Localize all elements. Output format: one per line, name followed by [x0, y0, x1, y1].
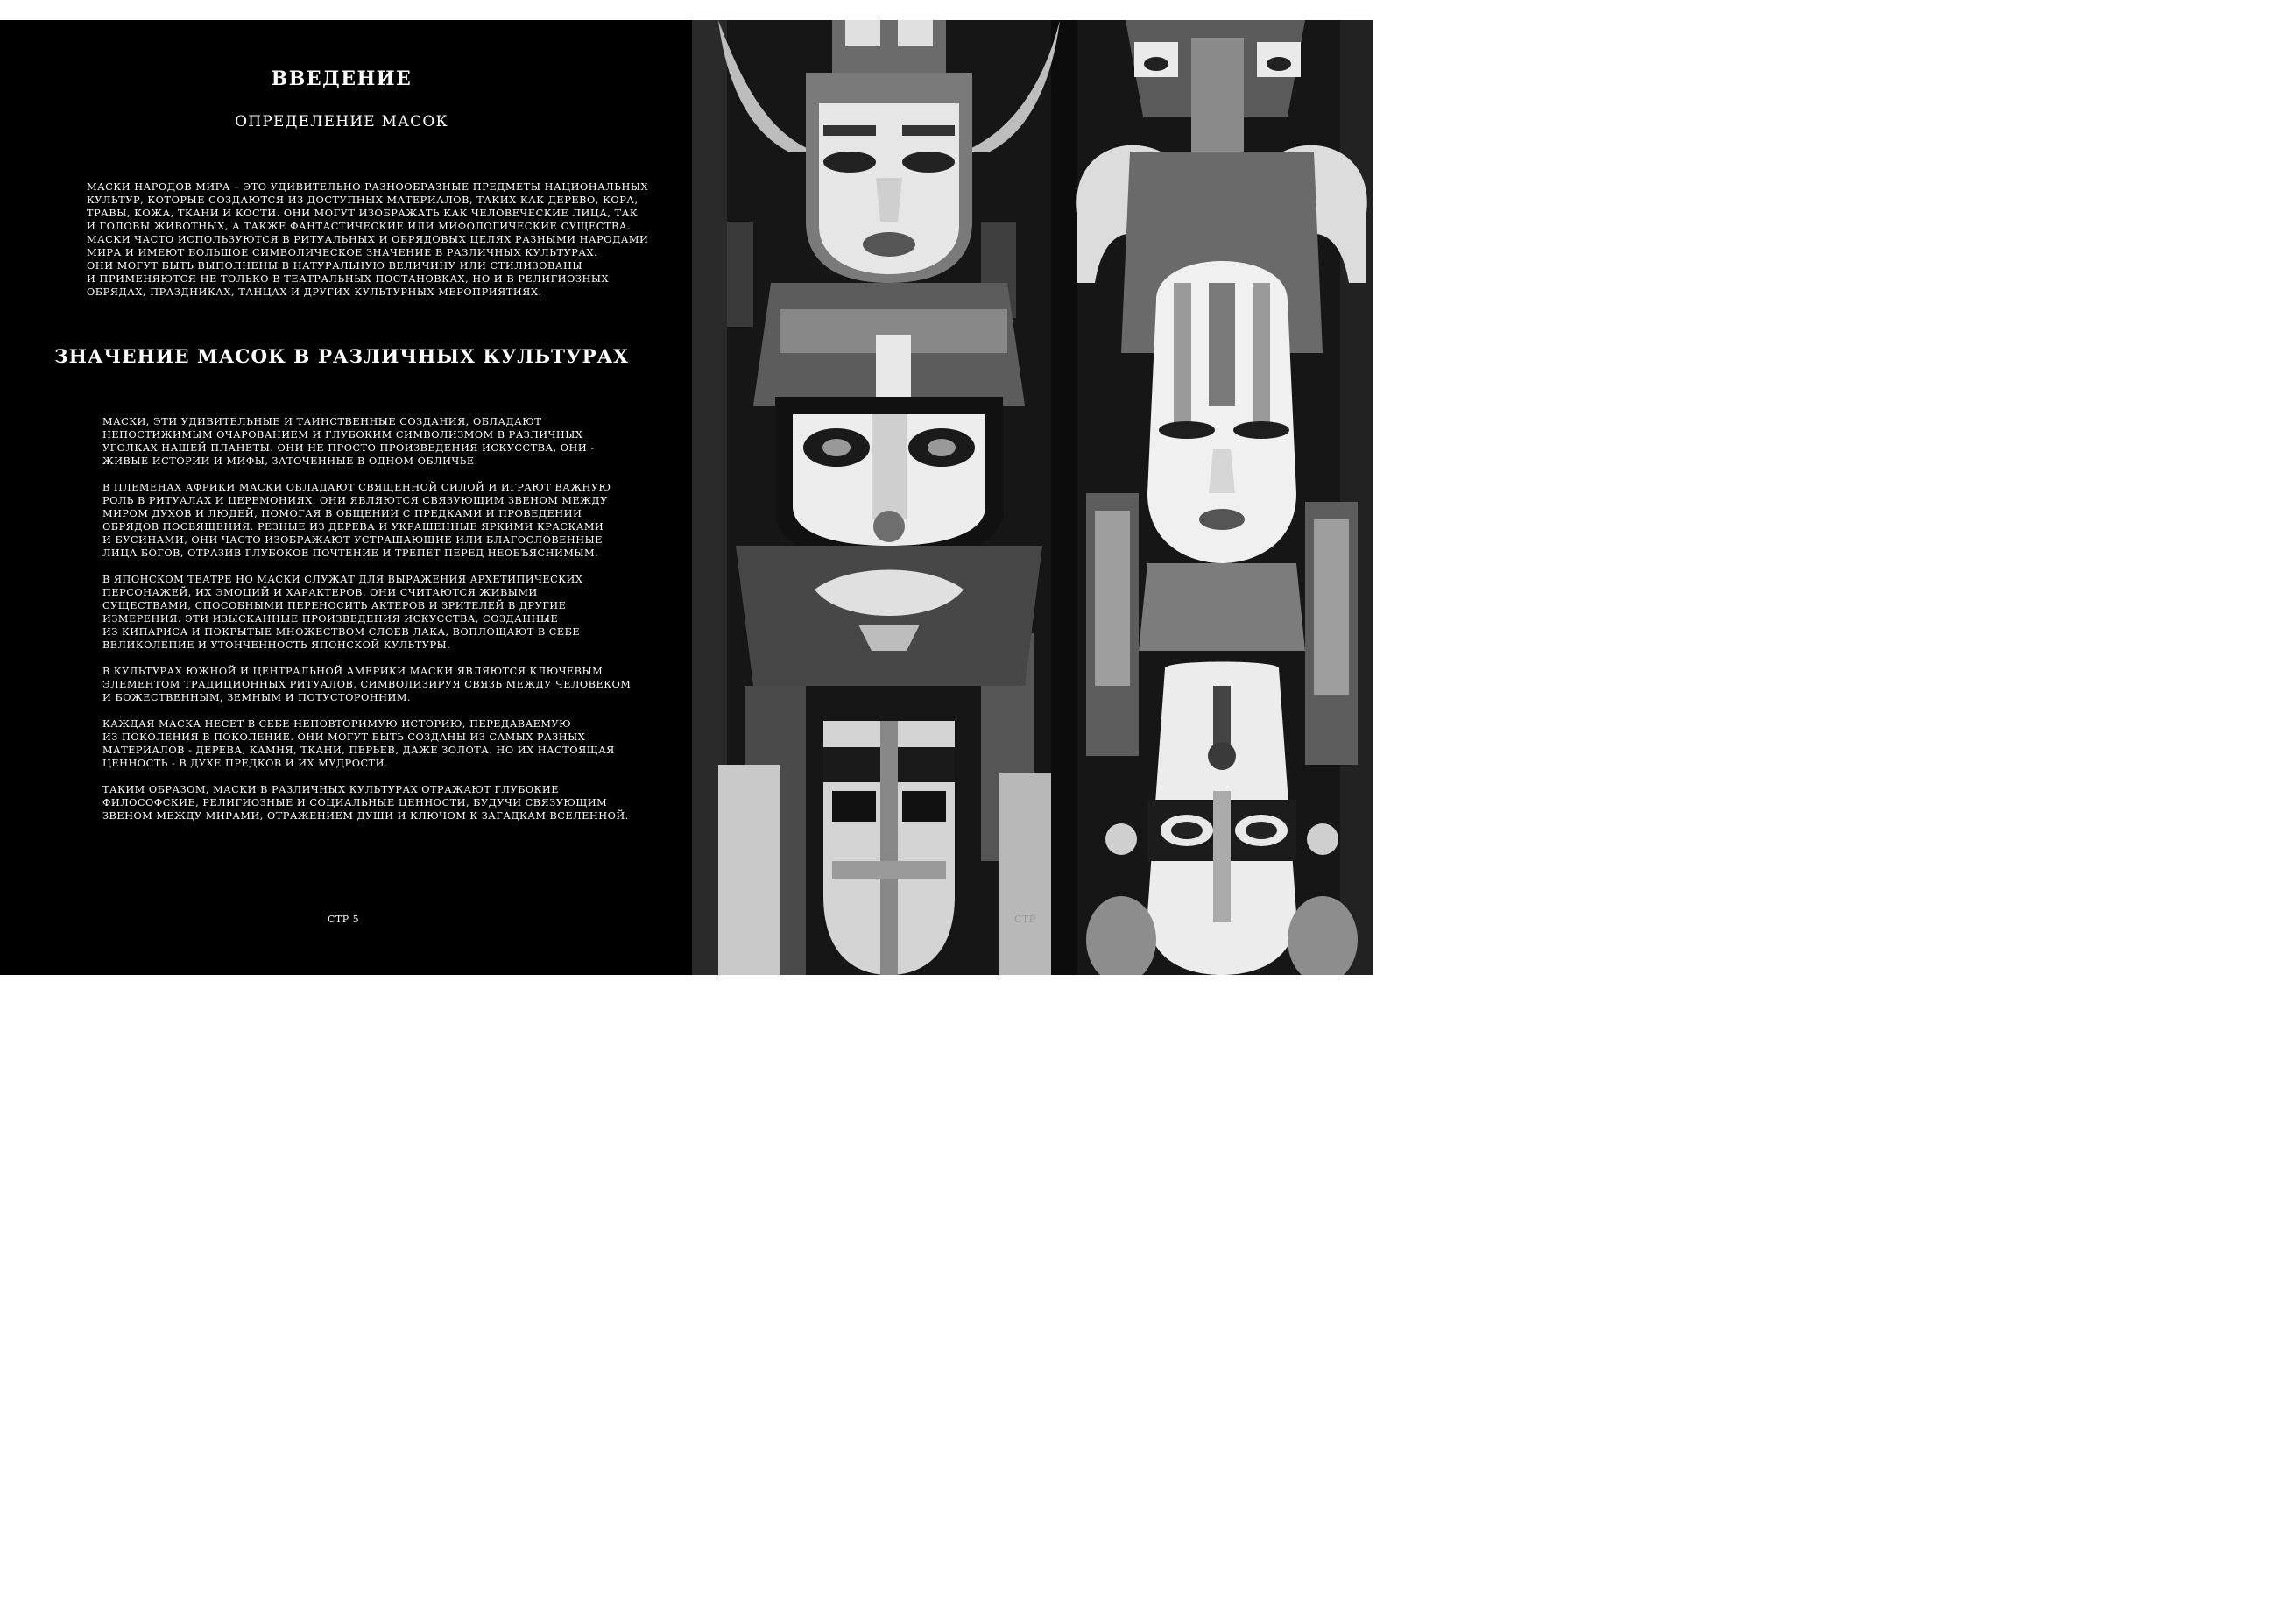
text-line: КАЖДАЯ МАСКА НЕСЕТ В СЕБЕ НЕПОВТОРИМУЮ ИСТОРИЮ, ПЕРЕДАВАЕМУЮ	[102, 718, 572, 730]
paragraph	[102, 717, 615, 770]
text-line: И БУСИНАМИ, ОНИ ЧАСТО ИЗОБРАЖАЮТ УСТРАШАЮЩИЕ ИЛИ БЛАГОСЛОВЕННЫЕ	[102, 534, 603, 546]
paragraph	[102, 665, 632, 704]
text-line: ФИЛОСОФСКИЕ, РЕЛИГИОЗНЫЕ И СОЦИАЛЬНЫЕ ЦЕННОСТИ, БУДУЧИ СВЯЗУЮЩИМ	[102, 797, 608, 808]
text-line: РОЛЬ В РИТУАЛАХ И ЦЕРЕМОНИЯХ. ОНИ ЯВЛЯЮТСЯ СВЯЗУЮЩИМ ЗВЕНОМ МЕЖДУ	[102, 495, 608, 506]
text-line: ПЕРСОНАЖЕЙ, ИХ ЭМОЦИЙ И ХАРАКТЕРОВ. ОНИ СЧИТАЮТСЯ ЖИВЫМИ	[102, 587, 538, 598]
text-line: МАСКИ ЧАСТО ИСПОЛЬЗУЮТСЯ В РИТУАЛЬНЫХ И ОБРЯДОВЫХ ЦЕЛЯХ РАЗНЫМИ НАРОДАМИ	[87, 234, 649, 245]
book-spread	[0, 20, 1373, 975]
paragraph	[102, 573, 611, 652]
text-line: СУЩЕСТВАМИ, СПОСОБНЫМИ ПЕРЕНОСИТЬ АКТЕРОВ И ЗРИТЕЛЕЙ В ДРУГИЕ	[102, 600, 567, 611]
text-line: ЭЛЕМЕНТОМ ТРАДИЦИОННЫХ РИТУАЛОВ, СИМВОЛИЗИРУЯ СВЯЗЬ МЕЖДУ ЧЕЛОВЕКОМ	[102, 679, 632, 690]
text-line: В ПЛЕМЕНАХ АФРИКИ МАСКИ ОБЛАДАЮТ СВЯЩЕННОЙ СИЛОЙ И ИГРАЮТ ВАЖНУЮ	[102, 482, 611, 493]
text-line: ОБРЯДАХ, ПРАЗДНИКАХ, ТАНЦАХ И ДРУГИХ КУЛЬТУРНЫХ МЕРОПРИЯТИЯХ.	[87, 286, 542, 298]
text-line: МАСКИ, ЭТИ УДИВИТЕЛЬНЫЕ И ТАИНСТВЕННЫЕ СОЗДАНИЯ, ОБЛАДАЮТ	[102, 416, 542, 427]
text-line: ИЗ КИПАРИСА И ПОКРЫТЫЕ МНОЖЕСТВОМ СЛОЕВ ЛАКА, ВОПЛОЩАЮТ В СЕБЕ	[102, 626, 581, 638]
text-line: ОНИ МОГУТ БЫТЬ ВЫПОЛНЕНЫ В НАТУРАЛЬНУЮ ВЕЛИЧИНУ ИЛИ СТИЛИЗОВАНЫ	[87, 260, 583, 272]
text-line: ОБРЯДОВ ПОСВЯЩЕНИЯ. РЕЗНЫЕ ИЗ ДЕРЕВА И УКРАШЕННЫЕ ЯРКИМИ КРАСКАМИ	[102, 521, 604, 533]
text-line: ЦЕННОСТЬ - В ДУХЕ ПРЕДКОВ И ИХ МУДРОСТИ.	[102, 758, 389, 769]
text-line: МИРА И ИМЕЮТ БОЛЬШОЕ СИМВОЛИЧЕСКОЕ ЗНАЧЕНИЕ В РАЗЛИЧНЫХ КУЛЬТУРАХ.	[87, 247, 598, 258]
page-number: СТР 5	[328, 914, 360, 925]
paragraph	[102, 783, 629, 823]
text-line: МИРОМ ДУХОВ И ЛЮДЕЙ, ПОМОГАЯ В ОБЩЕНИИ С ПРЕДКАМИ И ПРОВЕДЕНИИ	[102, 508, 582, 519]
text-line: И БОЖЕСТВЕННЫМ, ЗЕМНЫМ И ПОТУСТОРОННИМ.	[102, 692, 411, 703]
text-line: В ЯПОНСКОМ ТЕАТРЕ НО МАСКИ СЛУЖАТ ДЛЯ ВЫРАЖЕНИЯ АРХЕТИПИЧЕСКИХ	[102, 574, 583, 585]
text-line: ЖИВЫЕ ИСТОРИИ И МИФЫ, ЗАТОЧЕННЫЕ В ОДНОМ ОБЛИЧЬЕ.	[102, 455, 478, 467]
text-line: КУЛЬТУР, КОТОРЫЕ СОЗДАЮТСЯ ИЗ ДОСТУПНЫХ МАТЕРИАЛОВ, ТАКИХ КАК ДЕРЕВО, КОРА,	[87, 194, 639, 206]
text-line: И ПРИМЕНЯЮТСЯ НЕ ТОЛЬКО В ТЕАТРАЛЬНЫХ ПОСТАНОВКАХ, НО И В РЕЛИГИОЗНЫХ	[87, 273, 610, 285]
text-line: ИЗ ПОКОЛЕНИЯ В ПОКОЛЕНИЕ. ОНИ МОГУТ БЫТЬ СОЗДАНЫ ИЗ САМЫХ РАЗНЫХ	[102, 731, 586, 743]
text-line: ИЗМЕРЕНИЯ. ЭТИ ИЗЫСКАННЫЕ ПРОИЗВЕДЕНИЯ ИСКУССТВА, СОЗДАННЫЕ	[102, 613, 559, 625]
masks-illustration	[692, 20, 1373, 975]
text-line: МАСКИ НАРОДОВ МИРА – ЭТО УДИВИТЕЛЬНО РАЗНООБРАЗНЫЕ ПРЕДМЕТЫ НАЦИОНАЛЬНЫХ	[87, 181, 649, 193]
text-line: ЛИЦА БОГОВ, ОТРАЗИВ ГЛУБОКОЕ ПОЧТЕНИЕ И ТРЕПЕТ ПЕРЕД НЕОБЪЯСНИМЫМ.	[102, 547, 599, 559]
paragraph	[102, 415, 611, 468]
page-number: СТР	[1014, 914, 1036, 925]
text-line: ТРАВЫ, КОЖА, ТКАНИ И КОСТИ. ОНИ МОГУТ ИЗОБРАЖАТЬ КАК ЧЕЛОВЕЧЕСКИЕ ЛИЦА, ТАК	[87, 208, 639, 219]
text-line: МАТЕРИАЛОВ - ДЕРЕВА, КАМНЯ, ТКАНИ, ПЕРЬЕВ, ДАЖЕ ЗОЛОТА. НО ИХ НАСТОЯЩАЯ	[102, 745, 615, 756]
text-line: ТАКИМ ОБРАЗОМ, МАСКИ В РАЗЛИЧНЫХ КУЛЬТУРАХ ОТРАЖАЮТ ГЛУБОКИЕ	[102, 784, 559, 795]
text-line: ЗВЕНОМ МЕЖДУ МИРАМИ, ОТРАЖЕНИЕМ ДУШИ И КЛЮЧОМ К ЗАГАДКАМ ВСЕЛЕННОЙ.	[102, 810, 629, 822]
body-text	[102, 415, 632, 836]
right-page	[692, 20, 1373, 975]
chapter-title: ВВЕДЕНИЕ	[271, 67, 413, 90]
text-line: И ГОЛОВЫ ЖИВОТНЫХ, А ТАКЖЕ ФАНТАСТИЧЕСКИЕ ИЛИ МИФОЛОГИЧЕСКИЕ СУЩЕСТВА.	[87, 221, 632, 232]
intro-paragraph	[87, 180, 649, 299]
section-heading: ЗНАЧЕНИЕ МАСОК В РАЗЛИЧНЫХ КУЛЬТУРАХ	[54, 346, 629, 368]
text-line: УГОЛКАХ НАШЕЙ ПЛАНЕТЫ. ОНИ НЕ ПРОСТО ПРОИЗВЕДЕНИЯ ИСКУССТВА, ОНИ -	[102, 442, 595, 454]
text-line: В КУЛЬТУРАХ ЮЖНОЙ И ЦЕНТРАЛЬНОЙ АМЕРИКИ МАСКИ ЯВЛЯЮТСЯ КЛЮЧЕВЫМ	[102, 666, 604, 677]
paragraph	[102, 481, 611, 560]
left-page	[0, 20, 692, 975]
section-title: ОПРЕДЕЛЕНИЕ МАСОК	[235, 113, 448, 131]
text-line: НЕПОСТИЖИМЫМ ОЧАРОВАНИЕМ И ГЛУБОКИМ СИМВОЛИЗМОМ В РАЗЛИЧНЫХ	[102, 429, 583, 441]
text-line: ВЕЛИКОЛЕПИЕ И УТОНЧЕННОСТЬ ЯПОНСКОЙ КУЛЬТУРЫ.	[102, 639, 451, 651]
